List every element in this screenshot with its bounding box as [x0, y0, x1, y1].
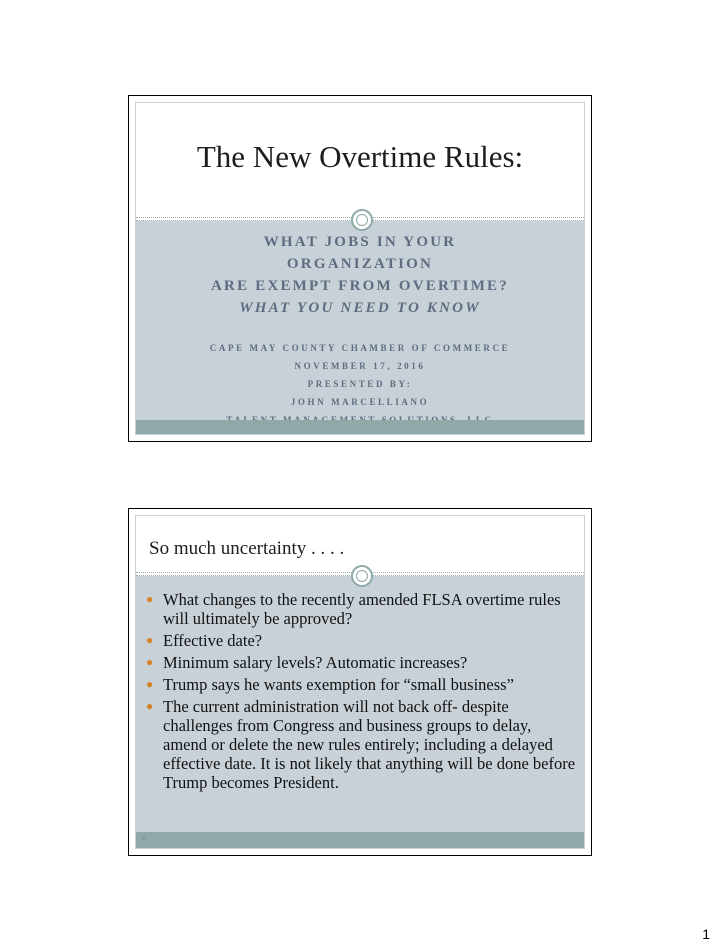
slide-1-presenter-info [146, 339, 574, 429]
slide-2 [128, 508, 592, 856]
list-item [144, 653, 576, 672]
bullet-text: What changes to the recently amended FLSA overtime rules will ultimately be approved? [163, 590, 561, 628]
info-line: JOHN MARCELLIANO [290, 397, 430, 407]
slide-2-footer-bar [136, 832, 584, 848]
subtitle-line-2: ORGANIZATION [286, 256, 434, 272]
slide-1-subtitle [176, 231, 544, 319]
slide-1-body [136, 221, 584, 434]
info-line: CAPE MAY COUNTY CHAMBER OF COMMERCE [209, 343, 511, 353]
slide-1 [128, 95, 592, 442]
bullet-dot-icon: ● [146, 655, 154, 669]
slide-number: 2 [142, 835, 146, 842]
ring-ornament-icon [351, 209, 373, 231]
list-item [144, 631, 576, 650]
slide-1-footer-bar [136, 420, 584, 434]
info-line: PRESENTED BY: [307, 379, 413, 389]
slide-1-title: The New Overtime Rules: [196, 139, 524, 174]
list-item [144, 697, 576, 792]
page-number: 1 [702, 926, 710, 942]
bullet-text: Minimum salary levels? Automatic increases? [163, 653, 468, 672]
slide-1-frame [135, 102, 585, 435]
slide-2-body [136, 576, 584, 848]
slide-2-frame [135, 515, 585, 849]
ring-ornament-icon [351, 565, 373, 587]
list-item [144, 675, 576, 694]
bullet-text: Effective date? [163, 631, 263, 650]
bullet-text: Trump says he wants exemption for “small business” [163, 675, 514, 694]
subtitle-line-3: ARE EXEMPT FROM OVERTIME? [211, 278, 509, 294]
bullet-dot-icon: ● [146, 633, 154, 647]
bullet-dot-icon: ● [146, 677, 154, 691]
bullet-text: The current administration will not back off- despite challenges from Congress and business groups to delay, amend or delete the new rules entirely; including a delayed effective date. It is not likely that anything will be done before Trump becomes President. [163, 697, 576, 792]
slide-1-title-area [136, 103, 584, 217]
info-line: NOVEMBER 17, 2016 [294, 361, 426, 371]
bullet-dot-icon: ● [146, 699, 154, 713]
slide-2-title-area [136, 516, 584, 572]
slide-2-title: So much uncertainty . . . . [149, 538, 345, 559]
bullet-dot-icon: ● [146, 592, 154, 606]
subtitle-line-4: WHAT YOU NEED TO KNOW [239, 300, 481, 316]
list-item [144, 590, 576, 628]
bullet-list [144, 590, 576, 795]
subtitle-line-1: WHAT JOBS IN YOUR [263, 234, 457, 250]
